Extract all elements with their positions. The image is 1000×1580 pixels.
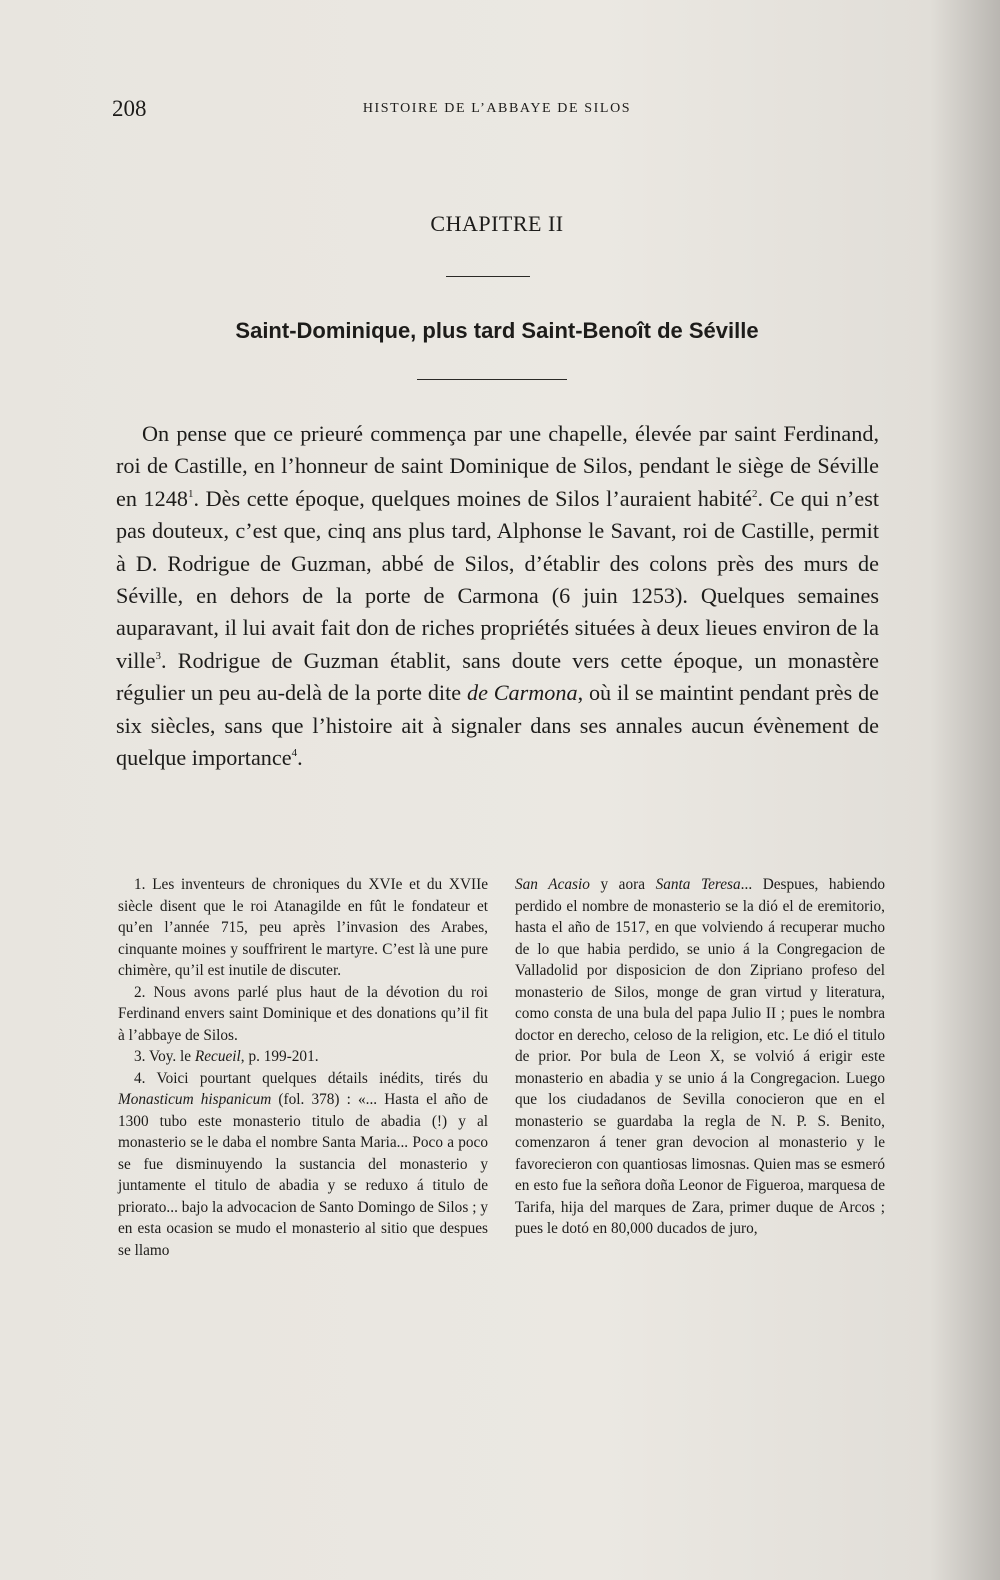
section-title: Saint-Dominique, plus tard Saint-Benoît de Séville bbox=[235, 318, 759, 343]
footnote-4 bbox=[118, 1068, 488, 1262]
divider-rule bbox=[446, 276, 530, 277]
body-paragraph bbox=[116, 418, 879, 774]
footnote-3 bbox=[118, 1046, 488, 1068]
divider-rule bbox=[417, 379, 567, 380]
footnote-1: 1. Les inventeurs de chroniques du XVIe et du XVIIe siècle disent que le roi Atanagilde en fût le fondateur et qu’en l’année 715, peu après l’invasion des Arabes, cinquante moines y souffrirent le martyre. C’est là une pure chimère, qu’il est inutile de discuter. bbox=[118, 876, 488, 979]
footnote-ref: 4 bbox=[291, 747, 298, 760]
footnotes-left-column bbox=[118, 874, 488, 1261]
page-number: 208 bbox=[112, 96, 147, 121]
footnote-italic: Recueil bbox=[194, 1048, 241, 1065]
body-text-segment: . Dès cette époque, quelques moines de Silos l’auraient habité bbox=[193, 485, 752, 511]
footnote-italic: San Acasio bbox=[515, 876, 590, 893]
body-text bbox=[116, 418, 879, 774]
footnote-text: 4. Voici pourtant quelques détails inédits, tirés du bbox=[134, 1069, 488, 1087]
running-head bbox=[112, 96, 882, 128]
body-text-segment: On pense que ce prieuré commença par une chapelle, élevée par saint Ferdinand, roi de Castille, en l’honneur de saint Dominique de Silos, pendant le siège de Séville en 1248 bbox=[116, 421, 879, 511]
footnote-2: 2. Nous avons parlé plus haut de la dévotion du roi Ferdinand envers saint Dominique et des donations qu’il fit à l’abbaye de Silos. bbox=[118, 983, 488, 1044]
footnote-ref: 1 bbox=[187, 487, 194, 500]
footnote-italic: Monasticum hispanicum bbox=[118, 1091, 272, 1108]
footnote-ref: 2 bbox=[751, 487, 758, 500]
footnotes-right-column bbox=[515, 874, 885, 1240]
footnote-text: ... Despues, habiendo perdido el nombre de monasterio se la dió el de eremitorio, hasta el año de 1517, en que volviendo á recuperar mucho de lo que habia perdido, se unio á la Congregacion de Valladolid por disposicion de don Zipriano profeso del monasterio de Silos, monge de gran virtud y literatura, como consta de una bula del papa Julio II ; pues le nombra doctor en derecho, celoso de la religion, etc. Le dió el titulo de prior. Por bula de Leon X, se volvió á erigir este monasterio en abadia y se unio á la Congregacion. Luego que los ciudadanos de Sevilla conocieron que en el monasterio se guardaba la regla de N. P. S. Benito, comenzaron á tener gran devocion al monasterio y le favorecieron con quantiosas limosnas. Quien mas se esmeró en esto fue la señora doña Leonor de Figueroa, marquesa de Tarifa, hija del marques de Zara, primer duque de Arcos ; pues le dotó en 80,000 ducados de juro, bbox=[515, 876, 886, 1237]
body-text-segment: . Rodrigue de Guzman établit, sans doute vers cette époque, un monastère régulier un peu au-delà de la porte dite bbox=[116, 647, 879, 706]
footnote-italic: Santa Teresa bbox=[655, 876, 741, 893]
body-text-segment: . Ce qui n’est pas douteux, c’est que, cinq ans plus tard, Alphonse le Savant, roi de Castille, permit à D. Rodrigue de Guzman, abbé de Silos, d’établir des colons près des murs de Séville, en dehors de la porte de Carmona (6 juin 1253). Quelques semaines auparavant, il lui avait fait don de riches propriétés situées à deux lieues environ de la ville bbox=[116, 485, 879, 673]
footnote-4-continued bbox=[515, 874, 885, 1240]
footnote-text: y aora bbox=[600, 876, 645, 893]
body-text-segment: , où il se maintint pendant près de six siècles, sans que l’histoire ait à signaler dans ses annales aucun évènement de quelque importance bbox=[116, 680, 880, 771]
footnote-text: , p. 199-201. bbox=[240, 1048, 319, 1065]
footnote-text: (fol. 378) : «... Hasta el año de 1300 tubo este monasterio titulo de abadia (!) y al monasterio se le daba el nombre Santa Maria... Poco a poco se fue disminuyendo la sustancia del monasterio y juntamente el titulo de abadia y se reduxo á titulo de priorato... bajo la advocacion de Santo Domingo de Silos ; y en esta ocasion se mudo el monasterio al sitio que despues se llamo bbox=[118, 1091, 489, 1259]
footnote-text: 3. Voy. le bbox=[134, 1048, 192, 1065]
chapter-title: CHAPITRE II bbox=[430, 211, 564, 236]
running-title: HISTOIRE DE L’ABBAYE DE SILOS bbox=[362, 101, 632, 116]
footnote-ref: 3 bbox=[155, 649, 161, 662]
body-text-segment: . bbox=[297, 745, 303, 771]
body-text-italic: de Carmona bbox=[466, 680, 578, 706]
footnotes bbox=[118, 874, 893, 1414]
